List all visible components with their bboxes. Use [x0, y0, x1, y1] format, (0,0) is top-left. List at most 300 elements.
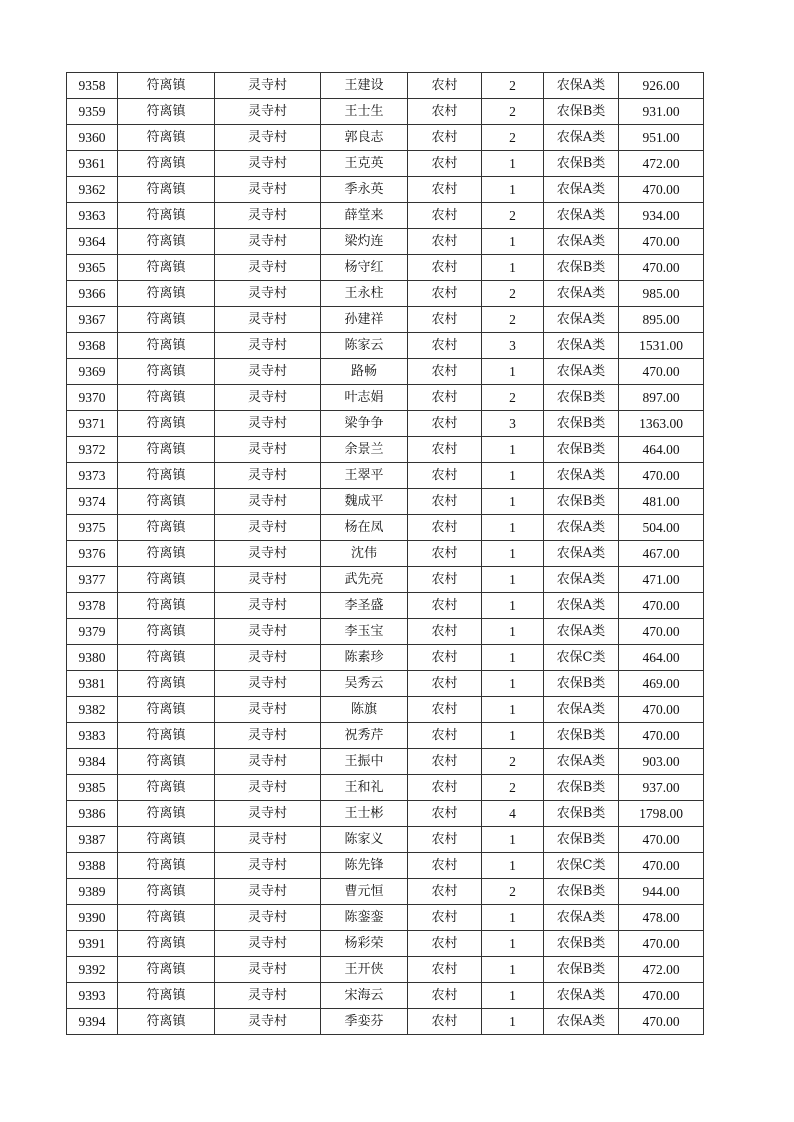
- household-count-cell: 2: [482, 775, 544, 801]
- household-count-cell: 1: [482, 567, 544, 593]
- household-count-cell: 1: [482, 827, 544, 853]
- table-row: [67, 983, 704, 1009]
- table-row: [67, 827, 704, 853]
- insurance-category-cell: 农保A类: [544, 749, 619, 775]
- insurance-category-cell: 农保A类: [544, 697, 619, 723]
- person-name-cell: 沈伟: [321, 541, 408, 567]
- amount-cell: 470.00: [619, 463, 704, 489]
- record-number-cell: 9383: [67, 723, 118, 749]
- insurance-category-cell: 农保B类: [544, 99, 619, 125]
- household-count-cell: 1: [482, 463, 544, 489]
- record-number-cell: 9358: [67, 73, 118, 99]
- amount-cell: 897.00: [619, 385, 704, 411]
- record-number-cell: 9387: [67, 827, 118, 853]
- amount-cell: 470.00: [619, 853, 704, 879]
- record-number-cell: 9389: [67, 879, 118, 905]
- insurance-category-cell: 农保B类: [544, 489, 619, 515]
- table-row: [67, 879, 704, 905]
- household-count-cell: 2: [482, 749, 544, 775]
- area-type-cell: 农村: [408, 307, 482, 333]
- village-name-cell: 灵寺村: [215, 151, 321, 177]
- table-row: [67, 697, 704, 723]
- amount-cell: 944.00: [619, 879, 704, 905]
- assistance-roster-table: [66, 72, 704, 1035]
- insurance-category-cell: 农保A类: [544, 203, 619, 229]
- person-name-cell: 杨在凤: [321, 515, 408, 541]
- record-number-cell: 9390: [67, 905, 118, 931]
- amount-cell: 470.00: [619, 619, 704, 645]
- record-number-cell: 9379: [67, 619, 118, 645]
- insurance-category-cell: 农保A类: [544, 1009, 619, 1035]
- town-name-cell: 符离镇: [118, 723, 215, 749]
- area-type-cell: 农村: [408, 593, 482, 619]
- person-name-cell: 魏成平: [321, 489, 408, 515]
- area-type-cell: 农村: [408, 619, 482, 645]
- town-name-cell: 符离镇: [118, 853, 215, 879]
- area-type-cell: 农村: [408, 151, 482, 177]
- person-name-cell: 郭良志: [321, 125, 408, 151]
- amount-cell: 464.00: [619, 645, 704, 671]
- person-name-cell: 王克英: [321, 151, 408, 177]
- area-type-cell: 农村: [408, 229, 482, 255]
- amount-cell: 470.00: [619, 931, 704, 957]
- table-body: [67, 73, 704, 1035]
- village-name-cell: 灵寺村: [215, 463, 321, 489]
- amount-cell: 926.00: [619, 73, 704, 99]
- person-name-cell: 李玉宝: [321, 619, 408, 645]
- table-row: [67, 619, 704, 645]
- insurance-category-cell: 农保A类: [544, 567, 619, 593]
- table-row: [67, 853, 704, 879]
- village-name-cell: 灵寺村: [215, 515, 321, 541]
- table-row: [67, 931, 704, 957]
- area-type-cell: 农村: [408, 489, 482, 515]
- household-count-cell: 1: [482, 619, 544, 645]
- household-count-cell: 2: [482, 879, 544, 905]
- household-count-cell: 2: [482, 385, 544, 411]
- village-name-cell: 灵寺村: [215, 957, 321, 983]
- person-name-cell: 季娈芬: [321, 1009, 408, 1035]
- record-number-cell: 9369: [67, 359, 118, 385]
- amount-cell: 931.00: [619, 99, 704, 125]
- town-name-cell: 符离镇: [118, 957, 215, 983]
- record-number-cell: 9377: [67, 567, 118, 593]
- town-name-cell: 符离镇: [118, 489, 215, 515]
- insurance-category-cell: 农保B类: [544, 255, 619, 281]
- insurance-category-cell: 农保B类: [544, 671, 619, 697]
- household-count-cell: 3: [482, 333, 544, 359]
- record-number-cell: 9381: [67, 671, 118, 697]
- record-number-cell: 9372: [67, 437, 118, 463]
- table-row: [67, 177, 704, 203]
- person-name-cell: 梁争争: [321, 411, 408, 437]
- town-name-cell: 符离镇: [118, 437, 215, 463]
- amount-cell: 472.00: [619, 957, 704, 983]
- person-name-cell: 薛堂来: [321, 203, 408, 229]
- table-row: [67, 1009, 704, 1035]
- table-row: [67, 203, 704, 229]
- table-row: [67, 151, 704, 177]
- table-row: [67, 99, 704, 125]
- table-row: [67, 229, 704, 255]
- household-count-cell: 1: [482, 151, 544, 177]
- record-number-cell: 9385: [67, 775, 118, 801]
- area-type-cell: 农村: [408, 671, 482, 697]
- area-type-cell: 农村: [408, 359, 482, 385]
- person-name-cell: 王和礼: [321, 775, 408, 801]
- insurance-category-cell: 农保A类: [544, 905, 619, 931]
- person-name-cell: 吴秀云: [321, 671, 408, 697]
- table-row: [67, 801, 704, 827]
- amount-cell: 470.00: [619, 723, 704, 749]
- town-name-cell: 符离镇: [118, 671, 215, 697]
- table-row: [67, 489, 704, 515]
- area-type-cell: 农村: [408, 411, 482, 437]
- record-number-cell: 9364: [67, 229, 118, 255]
- village-name-cell: 灵寺村: [215, 437, 321, 463]
- person-name-cell: 王永柱: [321, 281, 408, 307]
- record-number-cell: 9361: [67, 151, 118, 177]
- amount-cell: 470.00: [619, 359, 704, 385]
- area-type-cell: 农村: [408, 957, 482, 983]
- record-number-cell: 9363: [67, 203, 118, 229]
- household-count-cell: 1: [482, 671, 544, 697]
- village-name-cell: 灵寺村: [215, 489, 321, 515]
- area-type-cell: 农村: [408, 437, 482, 463]
- village-name-cell: 灵寺村: [215, 125, 321, 151]
- insurance-category-cell: 农保A类: [544, 619, 619, 645]
- household-count-cell: 1: [482, 957, 544, 983]
- area-type-cell: 农村: [408, 853, 482, 879]
- household-count-cell: 2: [482, 203, 544, 229]
- town-name-cell: 符离镇: [118, 749, 215, 775]
- table-row: [67, 255, 704, 281]
- amount-cell: 471.00: [619, 567, 704, 593]
- person-name-cell: 王士生: [321, 99, 408, 125]
- person-name-cell: 陈銮銮: [321, 905, 408, 931]
- record-number-cell: 9366: [67, 281, 118, 307]
- table-row: [67, 775, 704, 801]
- table-row: [67, 385, 704, 411]
- insurance-category-cell: 农保B类: [544, 957, 619, 983]
- amount-cell: 1798.00: [619, 801, 704, 827]
- record-number-cell: 9376: [67, 541, 118, 567]
- household-count-cell: 1: [482, 593, 544, 619]
- village-name-cell: 灵寺村: [215, 1009, 321, 1035]
- area-type-cell: 农村: [408, 463, 482, 489]
- amount-cell: 470.00: [619, 593, 704, 619]
- area-type-cell: 农村: [408, 385, 482, 411]
- village-name-cell: 灵寺村: [215, 177, 321, 203]
- amount-cell: 1363.00: [619, 411, 704, 437]
- amount-cell: 470.00: [619, 177, 704, 203]
- village-name-cell: 灵寺村: [215, 697, 321, 723]
- insurance-category-cell: 农保A类: [544, 281, 619, 307]
- person-name-cell: 祝秀芹: [321, 723, 408, 749]
- town-name-cell: 符离镇: [118, 931, 215, 957]
- household-count-cell: 1: [482, 177, 544, 203]
- amount-cell: 985.00: [619, 281, 704, 307]
- household-count-cell: 1: [482, 489, 544, 515]
- person-name-cell: 叶志娟: [321, 385, 408, 411]
- amount-cell: 504.00: [619, 515, 704, 541]
- town-name-cell: 符离镇: [118, 73, 215, 99]
- insurance-category-cell: 农保B类: [544, 775, 619, 801]
- amount-cell: 470.00: [619, 1009, 704, 1035]
- person-name-cell: 陈家义: [321, 827, 408, 853]
- village-name-cell: 灵寺村: [215, 619, 321, 645]
- table-row: [67, 463, 704, 489]
- village-name-cell: 灵寺村: [215, 827, 321, 853]
- town-name-cell: 符离镇: [118, 385, 215, 411]
- insurance-category-cell: 农保B类: [544, 931, 619, 957]
- amount-cell: 481.00: [619, 489, 704, 515]
- table-row: [67, 723, 704, 749]
- record-number-cell: 9370: [67, 385, 118, 411]
- table-row: [67, 593, 704, 619]
- insurance-category-cell: 农保A类: [544, 463, 619, 489]
- town-name-cell: 符离镇: [118, 515, 215, 541]
- town-name-cell: 符离镇: [118, 333, 215, 359]
- record-number-cell: 9371: [67, 411, 118, 437]
- person-name-cell: 季永英: [321, 177, 408, 203]
- amount-cell: 895.00: [619, 307, 704, 333]
- record-number-cell: 9392: [67, 957, 118, 983]
- town-name-cell: 符离镇: [118, 879, 215, 905]
- table-row: [67, 281, 704, 307]
- table-row: [67, 567, 704, 593]
- town-name-cell: 符离镇: [118, 541, 215, 567]
- table-row: [67, 749, 704, 775]
- household-count-cell: 1: [482, 541, 544, 567]
- amount-cell: 1531.00: [619, 333, 704, 359]
- person-name-cell: 路畅: [321, 359, 408, 385]
- person-name-cell: 曹元恒: [321, 879, 408, 905]
- village-name-cell: 灵寺村: [215, 853, 321, 879]
- person-name-cell: 陈家云: [321, 333, 408, 359]
- record-number-cell: 9374: [67, 489, 118, 515]
- town-name-cell: 符离镇: [118, 905, 215, 931]
- town-name-cell: 符离镇: [118, 281, 215, 307]
- person-name-cell: 王士彬: [321, 801, 408, 827]
- record-number-cell: 9365: [67, 255, 118, 281]
- village-name-cell: 灵寺村: [215, 983, 321, 1009]
- village-name-cell: 灵寺村: [215, 671, 321, 697]
- amount-cell: 903.00: [619, 749, 704, 775]
- table-row: [67, 307, 704, 333]
- amount-cell: 467.00: [619, 541, 704, 567]
- amount-cell: 478.00: [619, 905, 704, 931]
- insurance-category-cell: 农保B类: [544, 801, 619, 827]
- person-name-cell: 余景兰: [321, 437, 408, 463]
- household-count-cell: 2: [482, 125, 544, 151]
- area-type-cell: 农村: [408, 255, 482, 281]
- village-name-cell: 灵寺村: [215, 541, 321, 567]
- table-row: [67, 125, 704, 151]
- village-name-cell: 灵寺村: [215, 307, 321, 333]
- table-row: [67, 73, 704, 99]
- person-name-cell: 王振中: [321, 749, 408, 775]
- town-name-cell: 符离镇: [118, 307, 215, 333]
- insurance-category-cell: 农保B类: [544, 723, 619, 749]
- town-name-cell: 符离镇: [118, 983, 215, 1009]
- amount-cell: 464.00: [619, 437, 704, 463]
- village-name-cell: 灵寺村: [215, 645, 321, 671]
- town-name-cell: 符离镇: [118, 411, 215, 437]
- household-count-cell: 2: [482, 307, 544, 333]
- area-type-cell: 农村: [408, 567, 482, 593]
- household-count-cell: 1: [482, 1009, 544, 1035]
- person-name-cell: 武先亮: [321, 567, 408, 593]
- town-name-cell: 符离镇: [118, 203, 215, 229]
- town-name-cell: 符离镇: [118, 593, 215, 619]
- household-count-cell: 1: [482, 983, 544, 1009]
- insurance-category-cell: 农保A类: [544, 593, 619, 619]
- insurance-category-cell: 农保A类: [544, 515, 619, 541]
- town-name-cell: 符离镇: [118, 567, 215, 593]
- record-number-cell: 9386: [67, 801, 118, 827]
- record-number-cell: 9367: [67, 307, 118, 333]
- town-name-cell: 符离镇: [118, 99, 215, 125]
- amount-cell: 470.00: [619, 255, 704, 281]
- village-name-cell: 灵寺村: [215, 749, 321, 775]
- area-type-cell: 农村: [408, 1009, 482, 1035]
- household-count-cell: 1: [482, 255, 544, 281]
- area-type-cell: 农村: [408, 775, 482, 801]
- person-name-cell: 陈素珍: [321, 645, 408, 671]
- town-name-cell: 符离镇: [118, 359, 215, 385]
- amount-cell: 937.00: [619, 775, 704, 801]
- household-count-cell: 1: [482, 645, 544, 671]
- insurance-category-cell: 农保C类: [544, 853, 619, 879]
- person-name-cell: 李圣盛: [321, 593, 408, 619]
- household-count-cell: 1: [482, 697, 544, 723]
- area-type-cell: 农村: [408, 515, 482, 541]
- person-name-cell: 梁灼连: [321, 229, 408, 255]
- insurance-category-cell: 农保B类: [544, 385, 619, 411]
- person-name-cell: 杨彩荣: [321, 931, 408, 957]
- record-number-cell: 9388: [67, 853, 118, 879]
- village-name-cell: 灵寺村: [215, 73, 321, 99]
- area-type-cell: 农村: [408, 931, 482, 957]
- person-name-cell: 王建设: [321, 73, 408, 99]
- town-name-cell: 符离镇: [118, 801, 215, 827]
- town-name-cell: 符离镇: [118, 229, 215, 255]
- area-type-cell: 农村: [408, 203, 482, 229]
- area-type-cell: 农村: [408, 177, 482, 203]
- insurance-category-cell: 农保A类: [544, 983, 619, 1009]
- town-name-cell: 符离镇: [118, 125, 215, 151]
- table-row: [67, 645, 704, 671]
- insurance-category-cell: 农保A类: [544, 541, 619, 567]
- village-name-cell: 灵寺村: [215, 801, 321, 827]
- area-type-cell: 农村: [408, 905, 482, 931]
- insurance-category-cell: 农保B类: [544, 411, 619, 437]
- area-type-cell: 农村: [408, 983, 482, 1009]
- insurance-category-cell: 农保A类: [544, 125, 619, 151]
- town-name-cell: 符离镇: [118, 775, 215, 801]
- household-count-cell: 1: [482, 905, 544, 931]
- household-count-cell: 2: [482, 281, 544, 307]
- household-count-cell: 1: [482, 853, 544, 879]
- village-name-cell: 灵寺村: [215, 879, 321, 905]
- insurance-category-cell: 农保A类: [544, 229, 619, 255]
- amount-cell: 469.00: [619, 671, 704, 697]
- area-type-cell: 农村: [408, 723, 482, 749]
- record-number-cell: 9382: [67, 697, 118, 723]
- person-name-cell: 陈先锋: [321, 853, 408, 879]
- record-number-cell: 9359: [67, 99, 118, 125]
- insurance-category-cell: 农保A类: [544, 307, 619, 333]
- area-type-cell: 农村: [408, 827, 482, 853]
- town-name-cell: 符离镇: [118, 1009, 215, 1035]
- record-number-cell: 9373: [67, 463, 118, 489]
- village-name-cell: 灵寺村: [215, 333, 321, 359]
- insurance-category-cell: 农保A类: [544, 177, 619, 203]
- table-row: [67, 671, 704, 697]
- household-count-cell: 1: [482, 931, 544, 957]
- area-type-cell: 农村: [408, 73, 482, 99]
- town-name-cell: 符离镇: [118, 619, 215, 645]
- table-row: [67, 359, 704, 385]
- town-name-cell: 符离镇: [118, 151, 215, 177]
- town-name-cell: 符离镇: [118, 645, 215, 671]
- town-name-cell: 符离镇: [118, 697, 215, 723]
- area-type-cell: 农村: [408, 333, 482, 359]
- person-name-cell: 孙建祥: [321, 307, 408, 333]
- village-name-cell: 灵寺村: [215, 905, 321, 931]
- household-count-cell: 4: [482, 801, 544, 827]
- amount-cell: 470.00: [619, 697, 704, 723]
- record-number-cell: 9368: [67, 333, 118, 359]
- household-count-cell: 3: [482, 411, 544, 437]
- record-number-cell: 9391: [67, 931, 118, 957]
- person-name-cell: 王翠平: [321, 463, 408, 489]
- village-name-cell: 灵寺村: [215, 255, 321, 281]
- household-count-cell: 1: [482, 515, 544, 541]
- amount-cell: 470.00: [619, 827, 704, 853]
- area-type-cell: 农村: [408, 541, 482, 567]
- insurance-category-cell: 农保A类: [544, 333, 619, 359]
- insurance-category-cell: 农保C类: [544, 645, 619, 671]
- village-name-cell: 灵寺村: [215, 359, 321, 385]
- area-type-cell: 农村: [408, 697, 482, 723]
- village-name-cell: 灵寺村: [215, 775, 321, 801]
- household-count-cell: 1: [482, 229, 544, 255]
- town-name-cell: 符离镇: [118, 177, 215, 203]
- household-count-cell: 1: [482, 437, 544, 463]
- household-count-cell: 1: [482, 723, 544, 749]
- town-name-cell: 符离镇: [118, 827, 215, 853]
- area-type-cell: 农村: [408, 99, 482, 125]
- table-row: [67, 905, 704, 931]
- insurance-category-cell: 农保B类: [544, 437, 619, 463]
- person-name-cell: 杨守红: [321, 255, 408, 281]
- village-name-cell: 灵寺村: [215, 281, 321, 307]
- area-type-cell: 农村: [408, 749, 482, 775]
- amount-cell: 472.00: [619, 151, 704, 177]
- record-number-cell: 9378: [67, 593, 118, 619]
- table-row: [67, 515, 704, 541]
- village-name-cell: 灵寺村: [215, 203, 321, 229]
- amount-cell: 470.00: [619, 983, 704, 1009]
- table-row: [67, 333, 704, 359]
- person-name-cell: 宋海云: [321, 983, 408, 1009]
- area-type-cell: 农村: [408, 645, 482, 671]
- amount-cell: 470.00: [619, 229, 704, 255]
- village-name-cell: 灵寺村: [215, 385, 321, 411]
- village-name-cell: 灵寺村: [215, 229, 321, 255]
